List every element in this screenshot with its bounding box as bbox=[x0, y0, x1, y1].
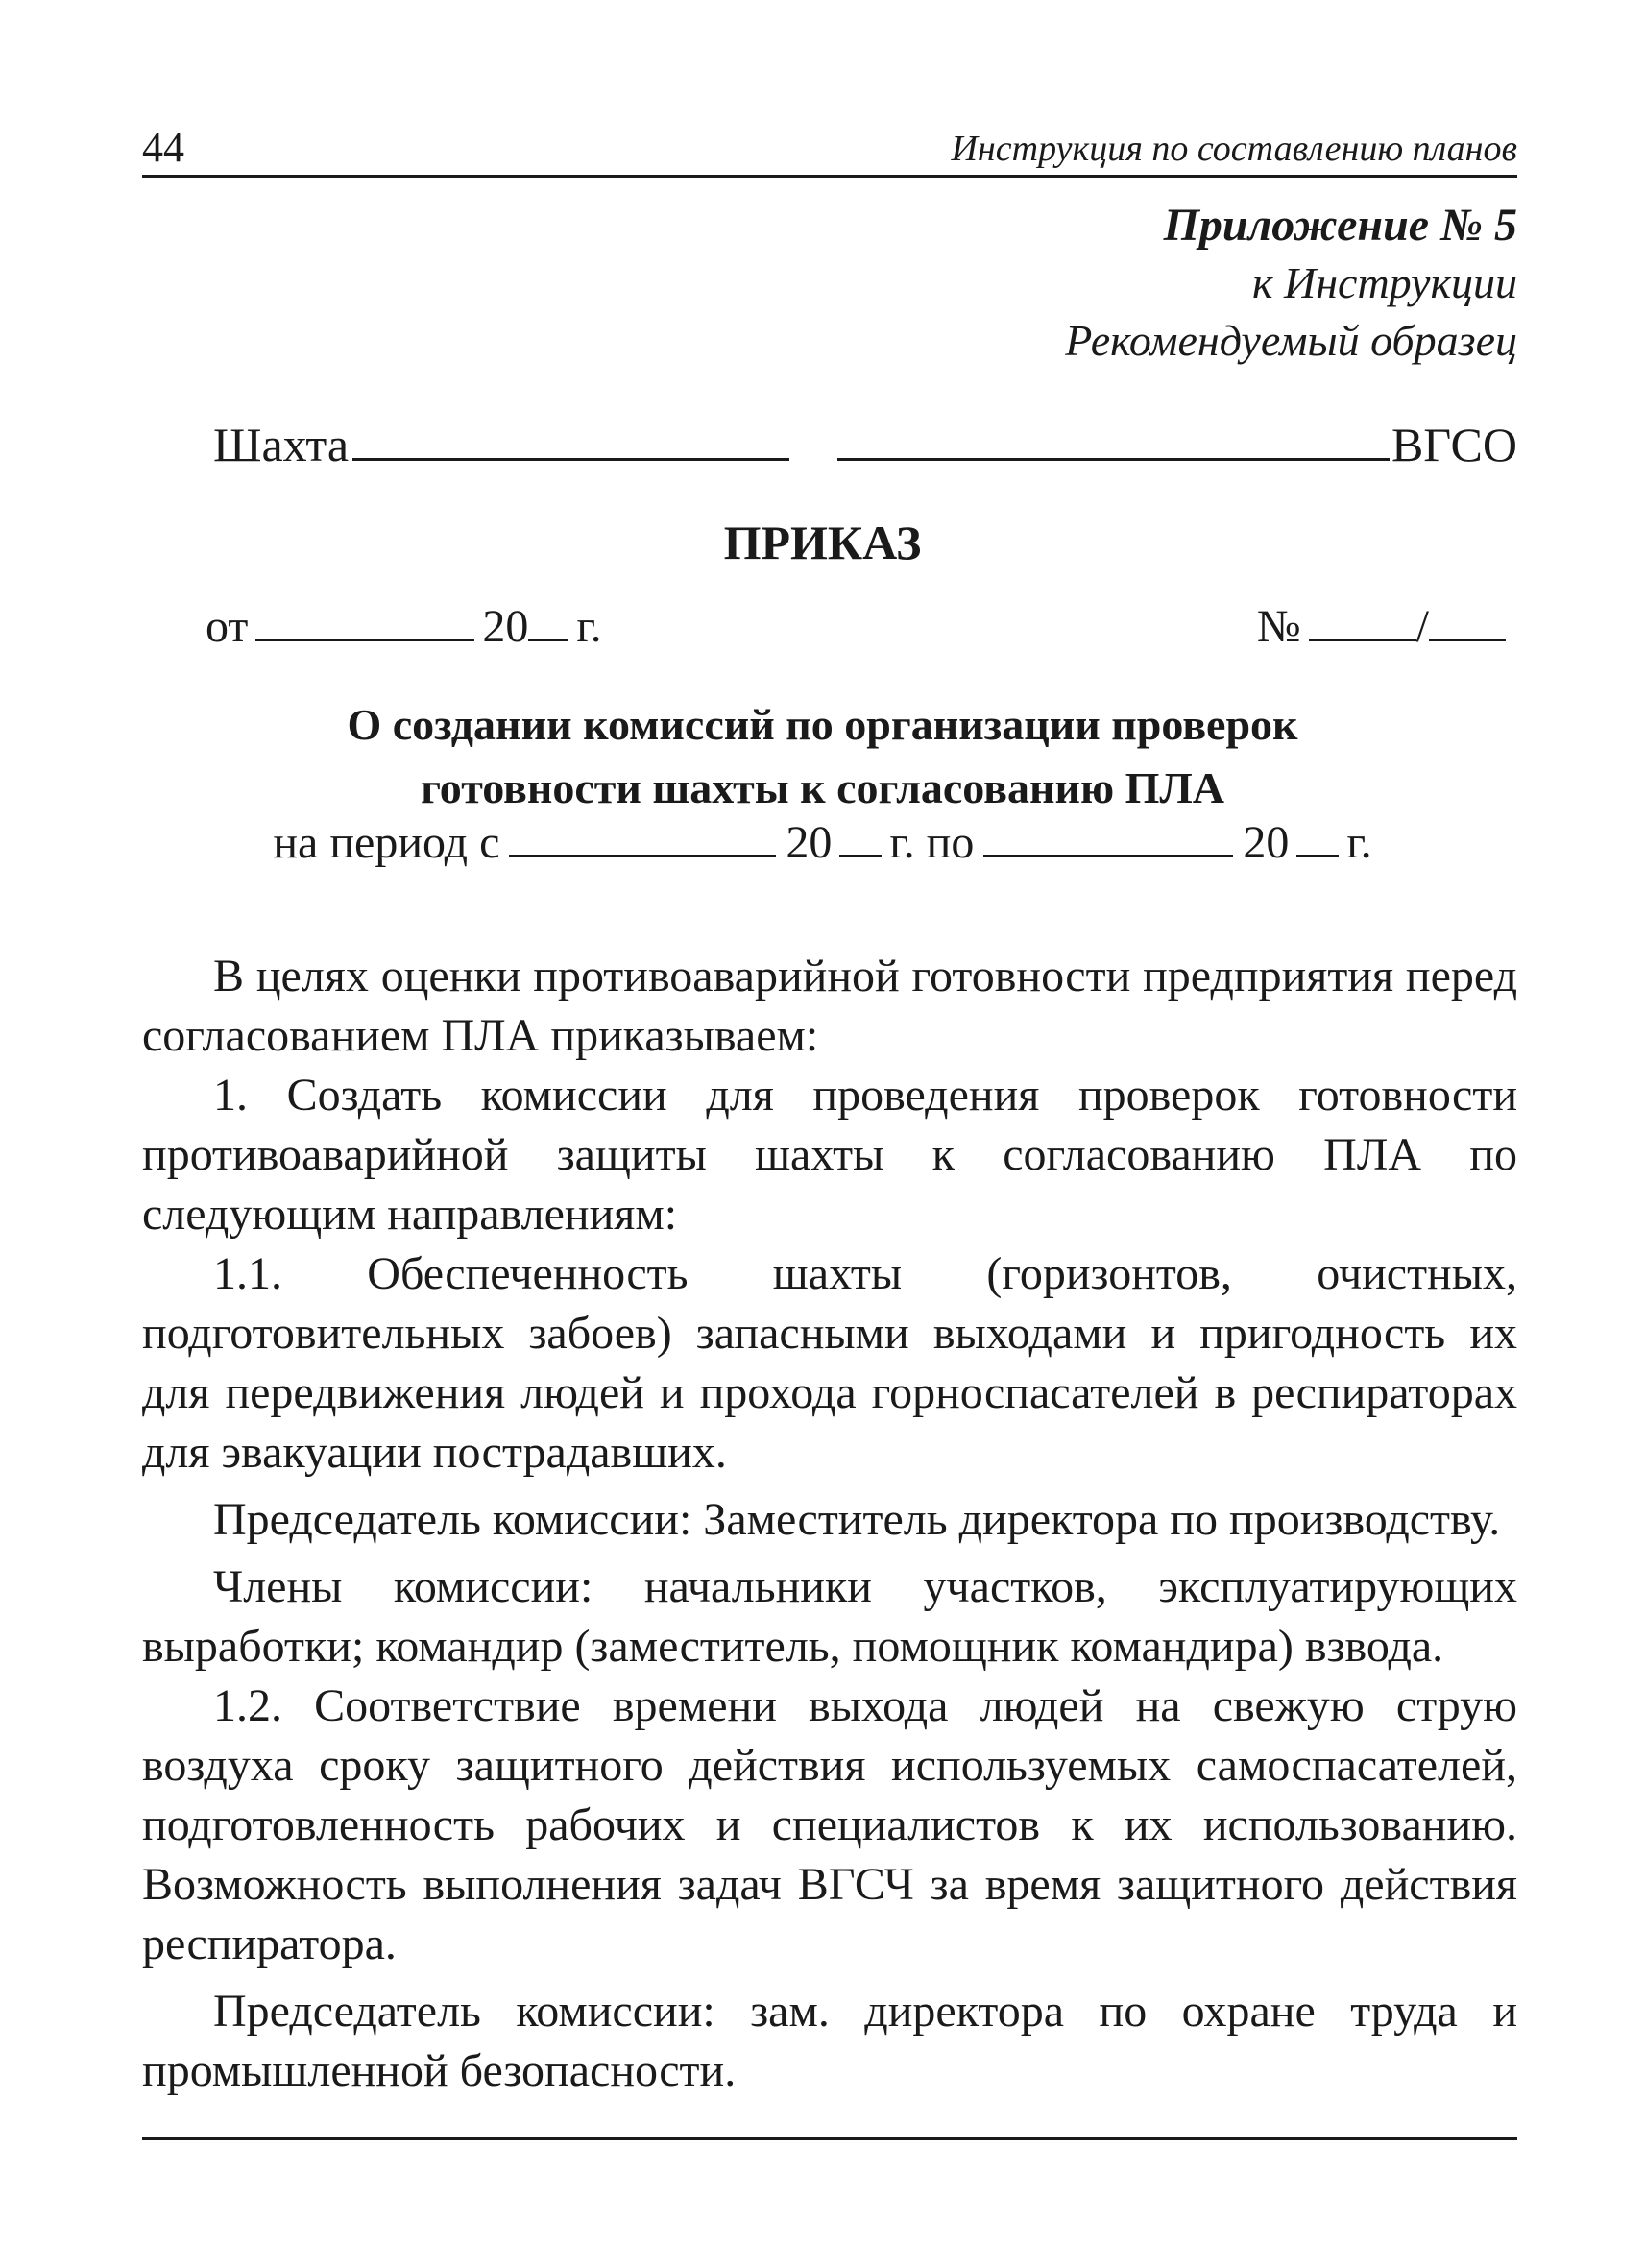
date-from-label: от bbox=[206, 601, 249, 652]
number-separator: / bbox=[1415, 601, 1429, 652]
number-label: № bbox=[1256, 601, 1301, 652]
order-title: ПРИКАЗ bbox=[723, 516, 922, 569]
subject-line-2: готовности шахты к согласованию ПЛА bbox=[421, 763, 1224, 812]
date-year-suffix: г. bbox=[576, 601, 602, 652]
period-year-1-blank bbox=[839, 812, 882, 857]
paragraph-item-1-1: 1.1. Обеспеченность шахты (горизонтов, очистных, подготовительных забоев) запасными выходами и пригодность их для передвижения людей и прохода горноспасателей в респираторах для эвакуации пострадавших. bbox=[142, 1248, 1517, 1478]
date-blank bbox=[255, 596, 474, 641]
mine-line bbox=[213, 411, 1517, 478]
footer-rule bbox=[142, 2137, 1517, 2140]
appendix-to: к Инструкции bbox=[1251, 258, 1517, 307]
mine-blank bbox=[352, 414, 789, 461]
period-year-2-blank bbox=[1296, 812, 1339, 857]
date-line bbox=[206, 593, 1517, 661]
vgso-label: ВГСО bbox=[1391, 418, 1517, 471]
date-year-prefix: 20 bbox=[482, 601, 529, 652]
vgso-blank bbox=[837, 414, 1390, 461]
mine-label: Шахта bbox=[213, 418, 350, 471]
page-number: 44 bbox=[142, 124, 184, 171]
number-blank-1 bbox=[1309, 596, 1416, 641]
period-label: на период с bbox=[273, 817, 500, 868]
subject-line-1: О создании комиссий по организации проверок bbox=[347, 700, 1298, 749]
order-date bbox=[206, 593, 602, 661]
period-to-blank bbox=[983, 812, 1233, 857]
paragraph-item-1-2: 1.2. Соответствие времени выхода людей на свежую струю воздуха сроку защитного действия используемых самоспасателей, подготовленность рабочих и специалистов к их использованию. Возможность выполнения задач ВГСЧ за время защитного действия респиратора. bbox=[142, 1680, 1517, 1969]
period-end: г. bbox=[1346, 817, 1372, 868]
period-from-blank bbox=[509, 812, 776, 857]
appendix-block bbox=[1065, 197, 1517, 370]
appendix-number: Приложение № 5 bbox=[1163, 200, 1517, 251]
period-year-1: 20 bbox=[786, 817, 833, 868]
number-blank-2 bbox=[1429, 596, 1506, 641]
order-body bbox=[142, 947, 1517, 2101]
vgso-field bbox=[837, 411, 1517, 478]
date-year-blank bbox=[528, 596, 568, 641]
period-year-2: 20 bbox=[1243, 817, 1290, 868]
paragraph-members-1: Члены комиссии: начальники участков, эксплуатирующих выработки; командир (заместитель, помощник командира) взвода. bbox=[142, 1561, 1517, 1672]
period-to-label: г. по bbox=[889, 817, 975, 868]
paragraph-chairman-2: Председатель комиссии: зам. директора по охране труда и промышленной безопасности. bbox=[142, 1986, 1517, 2096]
running-title: Инструкция по составлению планов bbox=[951, 129, 1517, 169]
period-line bbox=[0, 811, 1645, 875]
paragraph-chairman-1: Председатель комиссии: Заместитель директора по производству. bbox=[213, 1494, 1501, 1545]
running-header bbox=[142, 121, 1517, 178]
paragraph-item-1: 1. Создать комиссии для проведения проверок готовности противоаварийной защиты шахты к согласованию ПЛА по следующим направлениям: bbox=[142, 1070, 1517, 1240]
appendix-note: Рекомендуемый образец bbox=[1065, 316, 1517, 365]
order-number bbox=[1257, 593, 1506, 661]
order-subject bbox=[0, 693, 1645, 820]
mine-field bbox=[213, 411, 789, 478]
paragraph-intro: В целях оценки противоаварийной готовности предприятия перед согласованием ПЛА приказываем: bbox=[142, 951, 1517, 1061]
